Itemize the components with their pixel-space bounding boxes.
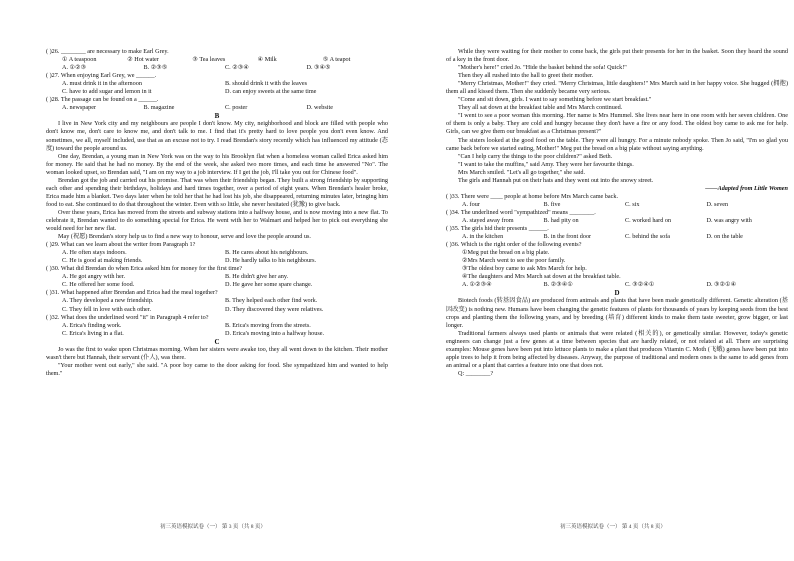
option: A. He got angry with her. [62, 273, 126, 281]
passage-d-question: Q: ________? [458, 369, 494, 377]
option: C. behind the sofa [625, 233, 671, 241]
q36-options [446, 281, 788, 289]
event: ④The daughters and Mrs March sat down at the breakfast table. [462, 273, 621, 281]
option: C. ③②④① [625, 281, 655, 289]
q31-options-2 [46, 306, 388, 314]
option: C. ②③④ [225, 64, 249, 72]
option: D. website [306, 104, 333, 112]
event: ③The oldest boy came to ask Mrs March for help. [462, 265, 587, 273]
option: A. He often stays indoors. [62, 249, 127, 257]
passage-c-paragraph: "I went to see a poor woman this morning. Her name is Mrs Hummel. She lives near here in one room with her seven children. One of them is only a baby. They are cold and hungry because they don't have a fire or any food. The oldest boy came to ask me for help. Girls, can we give them our breakfast as a Christmas present?" [446, 112, 788, 136]
question-26: ( )26. ________ are necessary to make Earl Grey. [46, 48, 169, 55]
option: B. He didn't give her any. [225, 273, 289, 281]
event: ②Mrs March went to see the poor family. [462, 257, 566, 265]
option: C. poster [225, 104, 248, 112]
option: B. He cares about his neighbours. [225, 249, 309, 257]
q32-options [46, 322, 388, 330]
q30-options [46, 273, 388, 281]
right-column [446, 48, 788, 378]
passage-c-paragraph: "Your mother went out early," she said. "A poor boy came to the door asking for food. She sympathized him and wanted to help them." [46, 361, 388, 377]
option: C. He offered her some food. [62, 281, 135, 289]
passage-b-paragraph: Over these years, Erica has moved from the streets and subway stations into a halfway house, and is now moving into a new flat. To celebrate it, Brendan wanted to do something special for Erica. He went with her to Walmart and helped her to pick out everything she would need for her new flat. [46, 208, 388, 233]
q26-items [46, 56, 388, 64]
option: A. Erica's finding work. [62, 321, 122, 329]
option: B. five [543, 200, 561, 208]
q35-options [446, 233, 788, 241]
q28-options [46, 104, 388, 112]
option: B. magazine [143, 104, 175, 112]
q31-options [46, 297, 388, 305]
page-footer-left: 初三英语模拟试卷（一） 第 3 页（共 8 页） [160, 524, 266, 530]
passage-c-paragraph: The sisters looked at the good food on the table. They were all hungry. For a minute nobody spoke. Then Jo said, "I'm so glad you came back before we started eating, Mother!" Meg put the bread on a big plate without saying anything. [446, 136, 788, 152]
q27-options [46, 80, 388, 88]
option: C. He is good at making friends. [62, 257, 143, 265]
option: B. ②③④① [543, 281, 573, 289]
option: D. was angry with [706, 216, 752, 224]
question-31: ( )31. What happened after Brendan and Erica had the meal together? [46, 289, 218, 297]
option: A. must drink it in the afternoon [62, 80, 142, 88]
option: B. in the front door [543, 233, 592, 241]
option: D. They discovered they were relatives. [225, 305, 324, 313]
q26-item: ⑤ A teapot [322, 56, 351, 64]
option: C. They fell in love with each other. [62, 305, 152, 313]
option: B. They helped each other find work. [225, 297, 318, 305]
option: B. had pity on [543, 216, 579, 224]
passage-c-paragraph: "Can I help carry the things to the poor children?" asked Beth. [458, 152, 613, 160]
passage-c-paragraph: Mrs March smiled. "Let's all go together," she said. [458, 168, 586, 176]
passage-c-paragraph: "I want to take the muffins," said Amy. They were her favourite things. [458, 160, 634, 168]
question-30: ( )30. What did Brendan do when Erica asked him for money for the first time? [46, 265, 243, 273]
option: D. ③②①④ [706, 281, 737, 289]
option: D. seven [706, 200, 729, 208]
option: B. ②③⑤ [143, 64, 168, 72]
passage-c-paragraph: The girls and Hannah put on their hats and they went out into the snowy street. [458, 176, 654, 184]
option: D. on the table [706, 233, 743, 241]
option: D. ③④⑤ [306, 64, 331, 72]
question-35: ( )35. The girls hid their presents ______. [446, 225, 549, 233]
passage-c-paragraph: Then they all rushed into the hall to greet their mother. [458, 72, 594, 80]
option: D. He hardly talks to his neighbours. [225, 257, 317, 265]
q29-options [46, 249, 388, 257]
option: A. newspaper [62, 104, 97, 112]
question-28: ( )28. The passage can be found on a ______. [46, 96, 159, 104]
q26-item: ② Hot water [127, 56, 159, 64]
q26-item: ④ Milk [257, 56, 277, 64]
option: C. Erica's living in a flat. [62, 329, 124, 337]
option: D. Erica's moving into a halfway house. [225, 329, 325, 337]
q34-options [446, 217, 788, 225]
option: C. have to add sugar and lemon in it [62, 88, 152, 96]
q32-options-2 [46, 330, 388, 338]
option: A. ①②③④ [462, 281, 492, 289]
option: A. ①②③ [62, 64, 87, 72]
option: A. They developed a new friendship. [62, 297, 154, 305]
q33-options [446, 201, 788, 209]
question-33: ( )33. There were ____ people at home before Mrs March came back. [446, 192, 619, 200]
passage-c-paragraph: They all sat down at the breakfast table and Mrs March continued. [458, 104, 623, 112]
option: D. can enjoy sweets at the same time [225, 88, 317, 96]
question-27: ( )27. When enjoying Earl Grey, we ______. [46, 72, 157, 80]
option: A. four [462, 200, 480, 208]
q30-options-2 [46, 281, 388, 289]
section-d-heading: D [614, 289, 620, 298]
passage-d-paragraph: Biotech foods (转基因食品) are produced from animals and plants that have been made genetically different. Genetic alteration (基因改变) is nothing new. Humans have been changing the genetic features of plants for thousands of years by keeping seeds from the best crops and planting them the following years, and by breeding (培育) different kinds to make them taste sweeter, grow bigger, or last longer. [446, 297, 788, 329]
option: C. six [625, 200, 640, 208]
q27-options-2 [46, 88, 388, 96]
option: C. worked hard on [625, 216, 672, 224]
option: A. in the kitchen [462, 233, 504, 241]
option: B. should drink it with the leaves [225, 80, 307, 88]
section-b-heading: B [214, 112, 220, 121]
passage-b-paragraph: Brendan got the job and carried out his promise. That was when their friendship began. They built a strong friendship by supporting each other and spending their birthdays, holidays and hard times together, over a period of eight years. When Brendan's healer broke, Erica made him a blanket. Two days later when he told her that he had lost his job, she disappeared, returning minutes later, bringing him food to eat. She continued to do that throughout the winter. Even with so little, she never hesitated (犹豫) to give back. [46, 176, 388, 208]
q26-item: ① A teaspoon [62, 56, 97, 64]
question-32: ( )32. What does the underlined word "it" in Paragraph 4 refer to? [46, 313, 209, 321]
passage-b-paragraph: One day, Brendan, a young man in New York was on the way to his Brooklyn flat when a homeless woman called Erica asked him for money. He said that he had no money. By the end of the week, she asked two more times, and each time he answered "No". The woman looked upset, so Brendan said, "I am on my way to a job interview. If I get the job, I'll take you out for Chinese food". [46, 152, 388, 176]
question-29: ( )29. What can we learn about the writer from Paragraph 1? [46, 241, 196, 249]
option: B. Erica's moving from the streets. [225, 321, 311, 329]
left-column [46, 48, 388, 378]
event: ①Meg put the bread on a big plate. [462, 249, 550, 257]
question-36: ( )36. Which is the right order of the following events? [446, 241, 582, 249]
passage-c-paragraph: Jo was the first to wake upon Christmas morning. When her sisters were awake too, they all went down to the kitchen. Their mother wasn't there but Hannah, their servant (仆人), was there. [46, 345, 388, 361]
question-34: ( )34. The underlined word "sympathized" means ________. [446, 208, 596, 216]
page-footer-right: 初三英语模拟试卷（一） 第 4 页（共 8 页） [560, 524, 666, 530]
q26-options [46, 64, 388, 72]
passage-source: ——Adapted from Little Women [705, 184, 788, 192]
option: D. He gave her some spare change. [225, 281, 313, 289]
section-c-heading: C [214, 337, 220, 346]
passage-b-paragraph: I live in New York city and my neighbours are people I don't know. My city, neighborhood and block are filled with people who don't know me, don't care to know me, and don't talk to me. I find that it's pretty hard to love people you don't even know. And sometimes, we all, myself included, use that as an excuse not to try. I read Brendan's story recently which has influenced my attitude (态度) toward the people around us. [46, 120, 388, 152]
passage-b-paragraph: May (祝愿) Brendan's story help us to find a new way to honour, serve and love the people around us. [58, 233, 311, 241]
option: A. stayed away from [462, 216, 514, 224]
passage-c-paragraph: "Mother's here!" cried Jo. "Hide the basket behind the sofa! Quick!" [458, 64, 627, 72]
passage-c-paragraph: "Come and sit down, girls. I want to say something before we start breakfast." [458, 96, 652, 104]
q26-item: ③ Tea leaves [192, 56, 226, 64]
passage-d-paragraph: Traditional farmers always used plants or animals that were related (相关的), or genetically similar. However, today's genetic engineers can change just a few genes at a time between species that are hardly related, or not related at all. There are surprising examples: Mouse genes have been put into lettuce plants to make a plant that produces Vitamin C. Moth (飞蛾) genes have been put into apple trees to help it from being affected by diseases. Anyway, the purpose of traditional and modern ones is the same to add genes from an animal or a plant that carries a feature into one that does not. [446, 329, 788, 369]
passage-c-paragraph: While they were waiting for their mother to come back, the girls put their presents for her in the basket. Soon they heard the sound of a key in the front door. [446, 48, 788, 64]
passage-c-paragraph: "Merry Christmas, Mother!" they cried. "Merry Christmas, little daughters!" Mrs March said in her happy voice. She hugged (拥抱) them all and kissed them. Then she suddenly became very serious. [446, 80, 788, 96]
q29-options-2 [46, 257, 388, 265]
